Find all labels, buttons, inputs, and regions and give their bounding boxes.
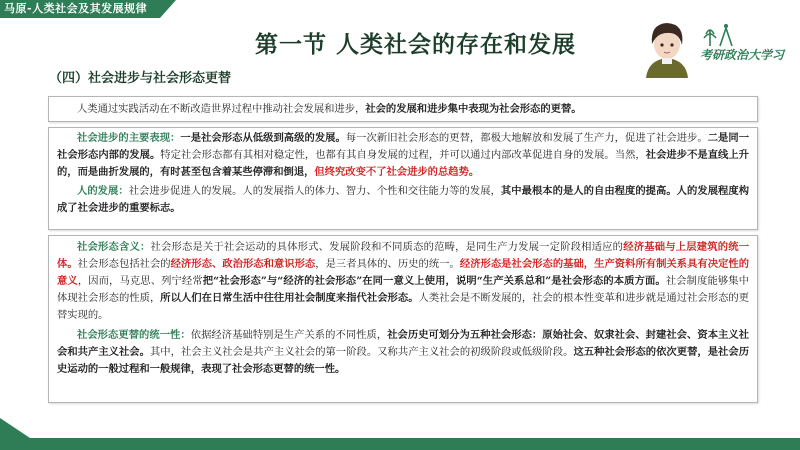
slide-title: 第一节 人类社会的存在和发展 [255,32,577,58]
progress-paragraph: 社会进步的主要表现：一是社会形态从低级到高级的发展。每一次新旧社会形态的更替，都极大地解放和发展了生产力，促进了社会进步。二是同一社会形态内部的发展。特定社会形态都有其相对稳定性，也都有其自身发展的过程，并可以通过内部改革促进自身的发展。当然，社会进步不是直线上升的，而是曲折发展的，有时甚至包含着某些停滞和倒退，但终究改变不了社会进步的总趋势。 [57,132,750,178]
social-progress-box [48,127,758,230]
course-label: 马原-人类社会及其发展规律 [4,2,148,15]
human-development-paragraph: 人的发展：社会进步促进人的发展。人的发展指人的体力、智力、个性和交往能力等的发展，其中最根本的是人的自由程度的提高。人的发展程度构成了社会进步的重要标志。 [57,185,750,214]
top-bar [0,0,800,18]
brand-logo [700,22,790,72]
bottom-bar [0,438,800,450]
corner-decoration [0,418,30,438]
formation-unity-paragraph: 社会形态更替的统一性：依据经济基础特别是生产关系的不同性质，社会历史可划分为五种社会形态：原始社会、奴隶社会、封建社会、资本主义社会和共产主义社会。其中，社会主义社会是共产主义社会的第一阶段。又称共产主义社会的初级阶段或低级阶段。这五种社会形态的依次更替，是社会历史运动的一般过程和一般规律，表现了社会形态更替的统一性。 [57,329,750,375]
formation-meaning-keyword: 社会形态含义： [77,241,151,253]
intro-paragraph: 人类通过实践活动在不断改造世界过程中推动社会发展和进步，社会的发展和进步集中表现为社会形态的更替。 [77,103,582,115]
logo-text: 考研政治大学习 [700,48,785,62]
section-heading: （四）社会进步与社会形态更替 [49,71,232,86]
social-formation-box [48,235,758,403]
formation-unity-keyword: 社会形态更替的统一性： [77,329,191,341]
human-development-keyword: 人的发展： [77,185,129,197]
avatar [638,18,696,78]
progress-keyword: 社会进步的主要表现： [77,132,181,144]
formation-meaning-paragraph: 社会形态含义：社会形态是关于社会运动的具体形式、发展阶段和不同质态的范畴，是同生产力发展一定阶段相适应的经济基础与上层建筑的统一体。社会形态包括社会的经济形态、政治形态和意识形态，是三者具体的、历史的统一。经济形态是社会形态的基础，生产资料所有制关系具有决定性的意义，因而，马克思、列宁经常把“社会形态”与“经济的社会形态”在同一意义上使用，说明“生产关系总和”是社会形态的本质方面。社会制度能够集中体现社会形态的性质，所以人们在日常生活中往往用社会制度来指代社会形态。人类社会是不断发展的，社会的根本性变革和进步就是通过社会形态的更替实现的。 [57,241,750,321]
intro-box [48,96,758,122]
